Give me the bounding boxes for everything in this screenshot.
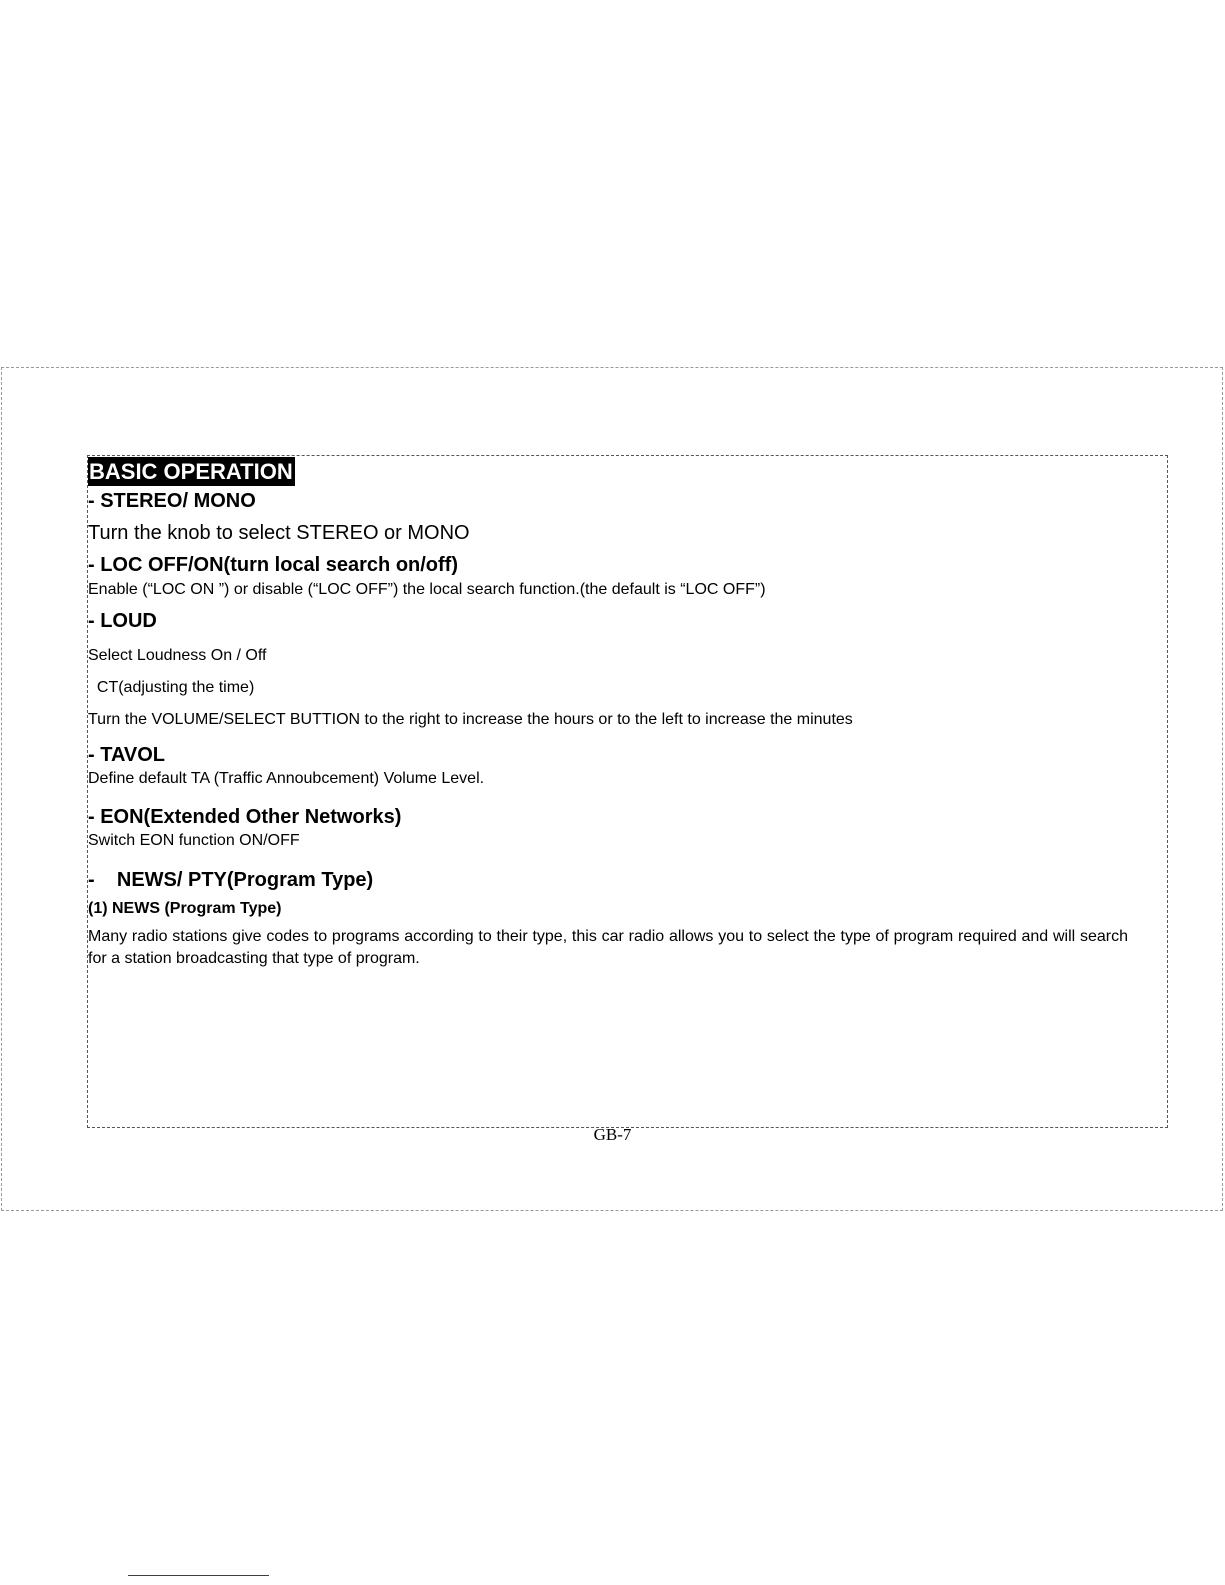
loc-heading: - LOC OFF/ON(turn local search on/off) xyxy=(88,554,458,576)
stereo-mono-section xyxy=(88,488,1128,546)
bottom-link-underline xyxy=(128,1575,269,1576)
loc-text: Enable (“LOC ON ”) or disable (“LOC OFF”) the local search function.(the default is “LOC OFF”) xyxy=(88,581,766,598)
tavol-heading: - TAVOL xyxy=(88,744,166,766)
ct-text: Turn the VOLUME/SELECT BUTTION to the right to increase the hours or to the left to increase the minutes xyxy=(88,711,853,728)
stereo-mono-text: Turn the knob to select STEREO or MONO xyxy=(88,522,470,544)
news-pty-section xyxy=(88,867,1128,970)
manual-content xyxy=(88,457,1128,970)
eon-text: Switch EON function ON/OFF xyxy=(88,832,300,849)
news-text: Many radio stations give codes to programs according to their type, this car radio allows you to select the type of program required and will search for a station broadcasting that type of program. xyxy=(88,928,1128,967)
loud-text: Select Loudness On / Off xyxy=(88,647,267,664)
stereo-mono-heading: - STEREO/ MONO xyxy=(88,490,256,512)
eon-heading: - EON(Extended Other Networks) xyxy=(88,806,402,828)
ct-section xyxy=(88,678,1128,730)
ct-heading: CT(adjusting the time) xyxy=(88,679,255,696)
tavol-text: Define default TA (Traffic Annoubcement) Volume Level. xyxy=(88,770,485,787)
section-title-text: BASIC OPERATION xyxy=(89,459,293,484)
loud-section xyxy=(88,608,1128,666)
news-pty-heading: - NEWS/ PTY(Program Type) xyxy=(88,869,374,891)
section-title xyxy=(88,457,1128,487)
page-number: GB-7 xyxy=(593,1125,632,1144)
loud-heading: - LOUD xyxy=(88,610,157,632)
tavol-section xyxy=(88,742,1128,789)
loc-section xyxy=(88,552,1128,600)
news-subheading: (1) NEWS (Program Type) xyxy=(88,900,282,917)
eon-section xyxy=(88,804,1128,851)
